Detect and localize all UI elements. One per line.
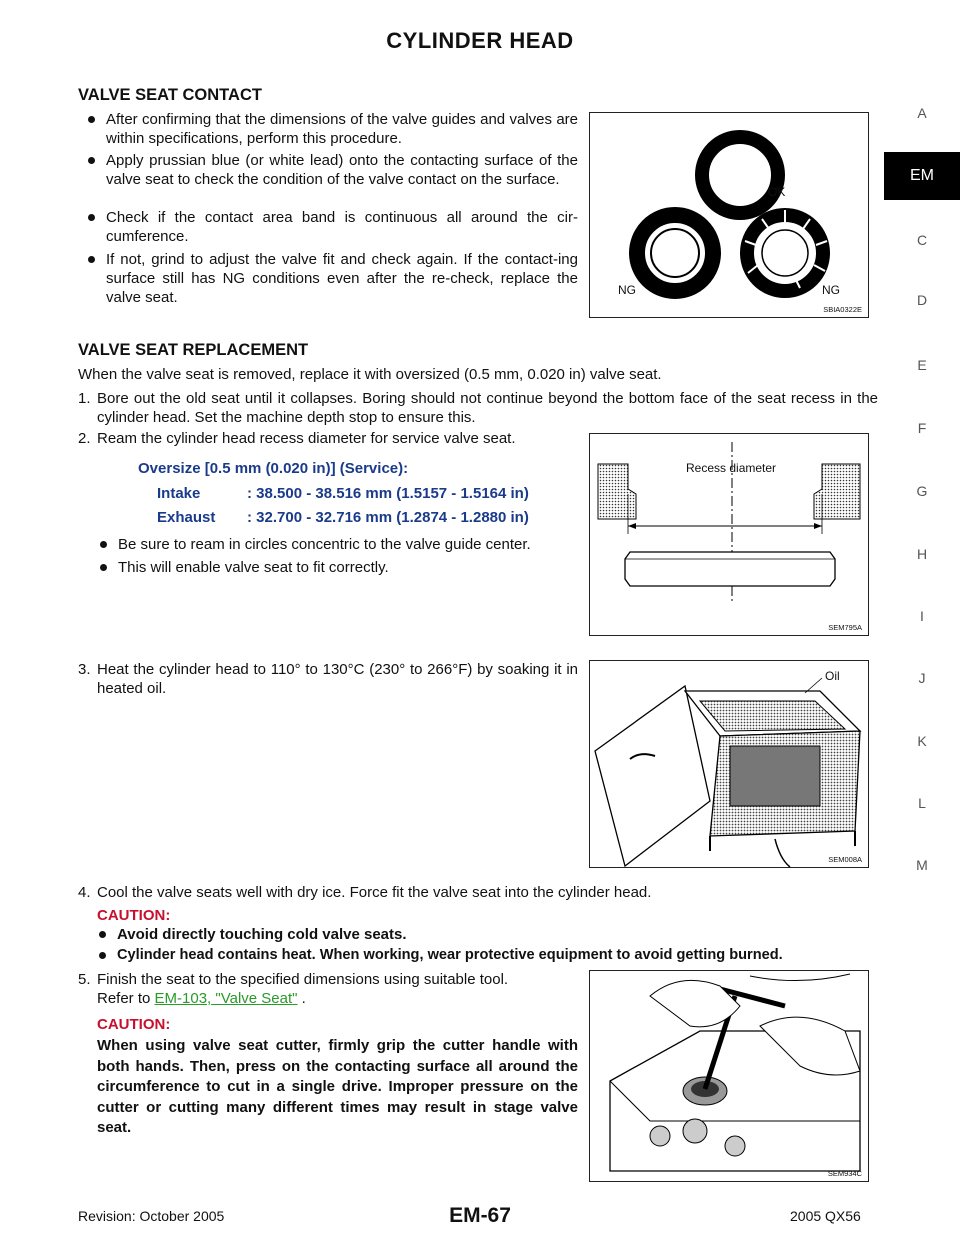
tab-g[interactable]: G — [916, 483, 928, 499]
bullet-icon — [100, 541, 107, 548]
bullet-icon — [88, 157, 95, 164]
tab-e[interactable]: E — [917, 357, 927, 373]
spec-intake-label: Intake — [157, 485, 201, 502]
caution-label: CAUTION: — [97, 907, 171, 924]
bullet-icon — [99, 952, 106, 959]
figure-code: SEM008A — [828, 855, 862, 864]
step-1: 1. Bore out the old seat until it collapses. Boring should not continue beyond the bottom face of the seat recess in the cylinder head. Set the machine depth stop to ensure this. — [78, 390, 878, 426]
tab-l[interactable]: L — [918, 795, 926, 811]
valve-seat-link[interactable]: EM-103, "Valve Seat" — [154, 990, 298, 1007]
step-3: 3. Heat the cylinder head to 110° to 130°C (230° to 266°F) by soaking it in heated oil. — [78, 661, 578, 697]
bullet-icon — [88, 214, 95, 221]
bullet-item: If not, grind to adjust the valve fit and check again. If the contact-ing surface still has NG conditions even after the re-check, replace the valve seat. — [88, 250, 578, 307]
bullet-icon — [100, 564, 107, 571]
bullet-item: Check if the contact area band is continuous all around the cir-cumference. — [88, 208, 578, 246]
bullet-icon — [99, 931, 106, 938]
oil-label: Oil — [825, 669, 840, 683]
tab-j[interactable]: J — [918, 670, 926, 686]
tab-a[interactable]: A — [917, 105, 927, 121]
spec-intake-value: : 38.500 - 38.516 mm (1.5157 - 1.5164 in) — [247, 485, 529, 502]
step-5: 5. Finish the seat to the specified dimensions using suitable tool. — [78, 971, 509, 988]
tab-m[interactable]: M — [916, 857, 928, 873]
tab-i[interactable]: I — [920, 608, 924, 624]
bullet-icon — [88, 116, 95, 123]
section-heading-valve-seat-replacement: VALVE SEAT REPLACEMENT — [78, 341, 309, 359]
ng-label: NG — [618, 283, 636, 297]
tab-k[interactable]: K — [917, 733, 927, 749]
bullet-item: Be sure to ream in circles concentric to the valve guide center. — [100, 535, 578, 554]
step-4: 4. Cool the valve seats well with dry ice. Force fit the valve seat into the cylinder head. — [78, 884, 652, 901]
caution-label: CAUTION: — [97, 1016, 171, 1033]
tab-c[interactable]: C — [916, 232, 928, 248]
step-5-reference: Refer to EM-103, "Valve Seat" . — [97, 990, 306, 1007]
caution-text: When using valve seat cutter, firmly grip the cutter handle with both hands. Then, press on the contacting surface all around the circumference to cut in a single drive. Improper pressure on the cutter or cutting many different times may result in stage valve seat. — [97, 1037, 578, 1136]
caution-item: Avoid directly touching cold valve seats. — [99, 925, 889, 944]
bullet-item: This will enable valve seat to fit correctly. — [100, 558, 578, 577]
footer-page-number: EM-67 — [449, 1204, 511, 1227]
spec-title: Oversize [0.5 mm (0.020 in)] (Service): — [138, 460, 409, 477]
footer-revision: Revision: October 2005 — [78, 1208, 225, 1224]
figure-code: SBIA0322E — [823, 305, 862, 314]
oil-bath-illustration — [590, 661, 868, 867]
figure-valve-contact — [589, 112, 869, 318]
intro-text: When the valve seat is removed, replace it with oversized (0.5 mm, 0.020 in) valve seat. — [78, 366, 662, 383]
bullet-item: Apply prussian blue (or white lead) onto the contacting surface of the valve seat to check the condition of the valve contact on the surface. — [88, 151, 578, 189]
figure-code: SEM934C — [827, 1169, 862, 1178]
valve-seat-cutter-illustration — [590, 971, 868, 1181]
figure-code: SEM795A — [828, 623, 862, 632]
caution-item: Cylinder head contains heat. When working, wear protective equipment to avoid getting burned. — [99, 946, 889, 965]
bullet-item: After confirming that the dimensions of the valve guides and valves are within specifications, perform this procedure. — [88, 110, 578, 148]
figure-recess-diameter — [589, 433, 869, 636]
step-2: 2. Ream the cylinder head recess diameter for service valve seat. — [78, 430, 516, 447]
tab-em[interactable]: EM — [884, 152, 960, 200]
section-heading-valve-seat-contact: VALVE SEAT CONTACT — [78, 86, 262, 104]
figure-valve-seat-cutter — [589, 970, 869, 1182]
spec-exhaust-label: Exhaust — [157, 509, 216, 526]
figure-oil-bath — [589, 660, 869, 868]
ng-label: NG — [822, 283, 840, 297]
ok-label: OK — [768, 185, 786, 199]
page-title: CYLINDER HEAD — [386, 28, 574, 53]
footer-model: 2005 QX56 — [790, 1208, 861, 1224]
tab-f[interactable]: F — [917, 420, 927, 436]
spec-exhaust-value: : 32.700 - 32.716 mm (1.2874 - 1.2880 in) — [247, 509, 529, 526]
recess-diameter-label: Recess diameter — [686, 461, 777, 475]
tab-d[interactable]: D — [916, 292, 928, 308]
tab-h[interactable]: H — [916, 546, 928, 562]
bullet-icon — [88, 256, 95, 263]
